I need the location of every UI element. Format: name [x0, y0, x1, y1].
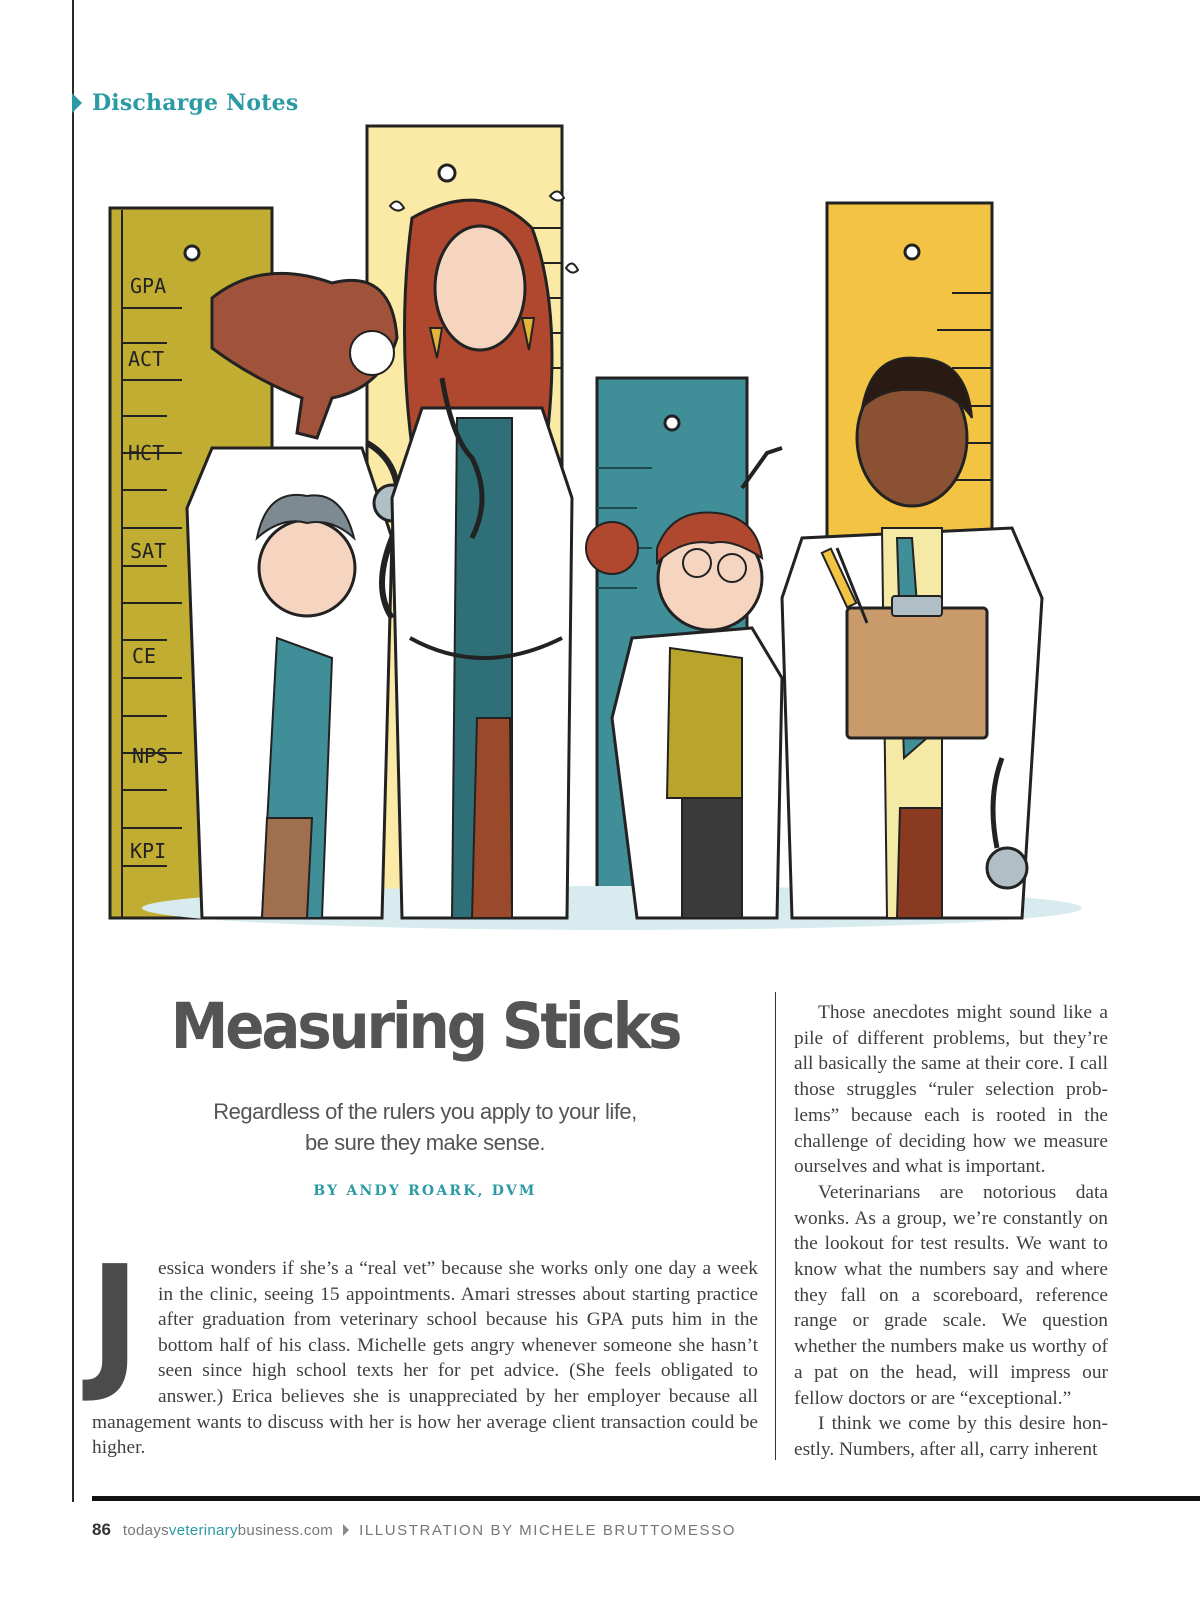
- page-number: 86: [92, 1520, 111, 1539]
- article-byline: BY ANDY ROARK, DVM: [313, 1183, 537, 1199]
- article-dek: [160, 1096, 690, 1158]
- footer-triangle-icon: [343, 1524, 349, 1536]
- ruler-label-nps: NPS: [132, 744, 169, 768]
- site-url-suffix: business.com: [237, 1521, 334, 1539]
- site-url-accent: veterinary: [168, 1521, 238, 1539]
- drop-cap: J: [90, 1234, 140, 1406]
- left-margin-rule: [72, 0, 74, 1502]
- ruler-label-kpi: KPI: [130, 839, 167, 863]
- illustration-measuring-rulers: [92, 118, 1104, 950]
- figure-vet-clipboard: [782, 358, 1042, 918]
- illustration-credit: ILLUSTRATION BY MICHELE BRUTTOMESSO: [359, 1521, 736, 1539]
- article-column-1: [90, 1234, 758, 1461]
- section-label: Discharge Notes: [92, 90, 299, 116]
- ruler-label-sat: SAT: [130, 539, 167, 563]
- dek-line-2: be sure they make sense.: [305, 1130, 545, 1155]
- article-headline: Measuring Sticks: [170, 990, 680, 1063]
- column2-paragraph-3: I think we come by this desire hon-estly. Numbers, after all, carry inherent: [794, 1413, 1108, 1460]
- site-url-prefix: todays: [122, 1521, 169, 1539]
- section-tag: [72, 88, 298, 118]
- ruler-label-hct: HCT: [128, 441, 165, 465]
- column-divider: [775, 992, 776, 1460]
- figure-vet-red-hair: [392, 200, 572, 918]
- article-column-2: [794, 1000, 1108, 1463]
- paragraph-1: essica wonders if she’s a “real vet” because she works only one day a week in the clinic, seeing 15 appointments. Amari stresses about starting practice after graduation from veterinary school because his GPA puts him in the bottom half of his class. Michelle gets angry whenever someone she hasn’t seen since high school texts her for pet advice. (She feels obligated to answer.) Erica believes she is unappreciated by her employer because all management wants to discuss with her is how her average client transaction could be higher.: [92, 1258, 758, 1459]
- dek-line-1: Regardless of the rulers you apply to your life,: [213, 1099, 637, 1124]
- ruler-label-act: ACT: [128, 347, 165, 371]
- column2-paragraph-2: Veterinarians are notorious data wonks. As a group, we’re constantly on the lookout for test results. We want to know what the numbers say and where they fall on a scoreboard, reference range or grade scale. We question whether the numbers make us worthy of a pat on the head, will impress our fellow doctors or are “exceptional.”: [794, 1181, 1108, 1409]
- page-footer: [92, 1518, 736, 1542]
- site-url[interactable]: [123, 1522, 333, 1539]
- footer-rule: [92, 1496, 1200, 1501]
- ruler-label-ce: CE: [132, 644, 157, 668]
- column2-paragraph-1: Those anecdotes might sound like a pile of different problems, but they’re all basically the same at their core. I call those struggles “ruler selection prob-lems” because each is rooted in the challenge of deciding how we measure ourselves and what is important.: [794, 1002, 1108, 1178]
- ruler-label-gpa: GPA: [130, 274, 167, 298]
- section-triangle-icon: [72, 93, 82, 113]
